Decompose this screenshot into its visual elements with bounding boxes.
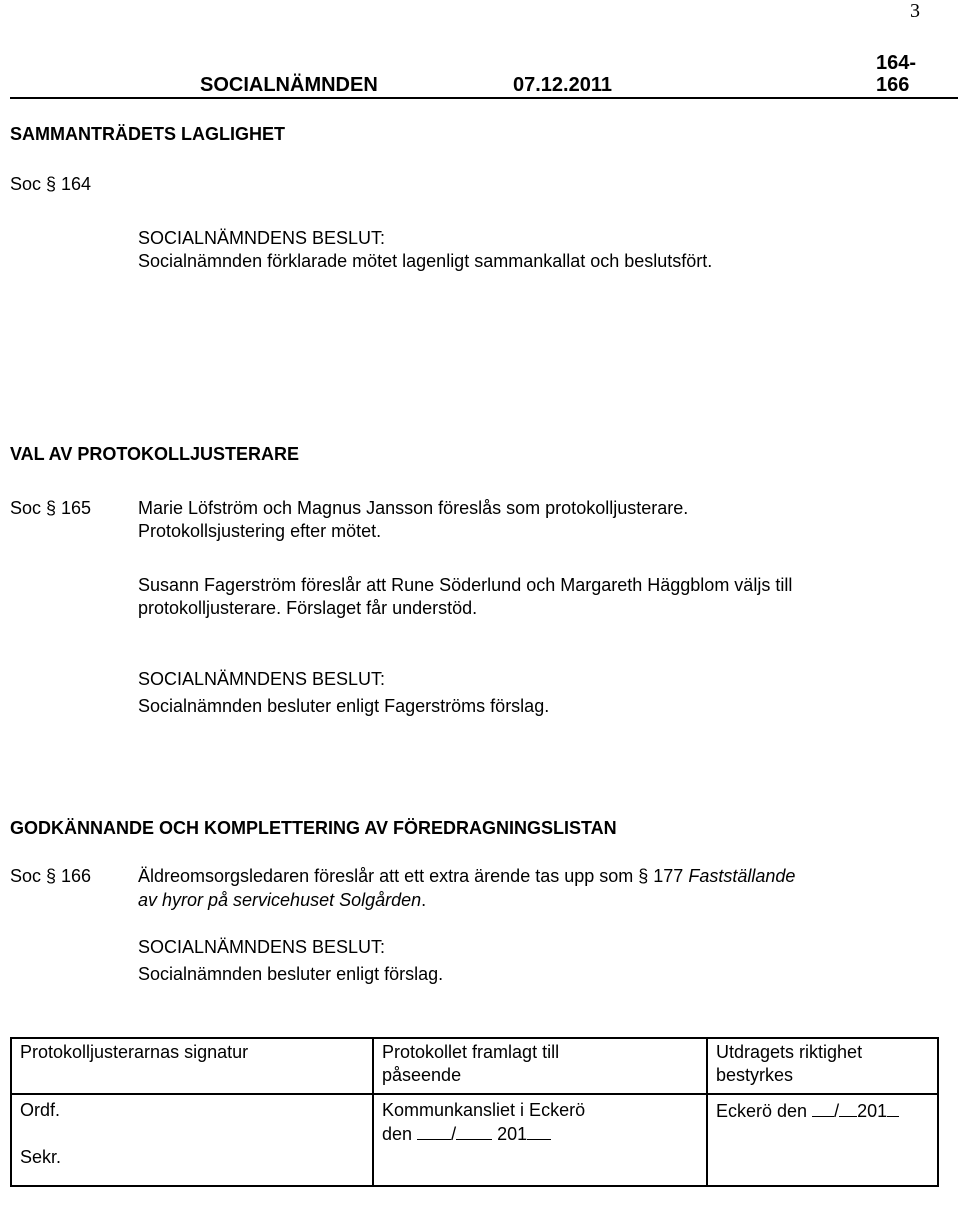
year-blank: [527, 1122, 551, 1140]
signature-gap: [20, 1122, 364, 1146]
section-ref-165: Soc § 165: [10, 498, 92, 518]
signature-header-adjusters: Protokolljusterarnas signatur: [20, 1042, 249, 1062]
paragraph-text: [138, 889, 426, 912]
signature-cell-posted-header: [373, 1038, 707, 1094]
certified-date-line: [716, 1099, 929, 1123]
month-blank: [839, 1099, 857, 1117]
paragraph-text-end: .: [421, 890, 427, 910]
signature-header-certified-2: bestyrkes: [716, 1065, 794, 1085]
date-slash: /: [834, 1101, 840, 1121]
day-blank: [417, 1122, 451, 1140]
section-heading-agenda: GODKÄNNANDE OCH KOMPLETTERING AV FÖREDRAGNINGSLISTAN: [10, 818, 617, 838]
decision-label: SOCIALNÄMNDENS BESLUT:: [138, 937, 386, 957]
committee-name: SOCIALNÄMNDEN: [200, 74, 378, 96]
paragraph-range-top: 164-: [876, 52, 917, 74]
year-prefix: 201: [497, 1124, 528, 1144]
year-blank: [887, 1099, 899, 1117]
signature-cell-certified: [707, 1094, 938, 1186]
page-number: 3: [910, 0, 920, 22]
paragraph-text: protokolljusterare. Förslaget får understöd.: [138, 598, 478, 618]
place-date-label: Eckerö den: [716, 1101, 808, 1121]
signature-header-posted-1: Protokollet framlagt till: [382, 1042, 560, 1062]
header-rule: [10, 97, 958, 99]
section-heading-legality: SAMMANTRÄDETS LAGLIGHET: [10, 124, 285, 144]
office-label: Kommunkansliet i Eckerö: [382, 1100, 586, 1120]
signature-cell-adjusters: [11, 1094, 373, 1186]
paragraph-text: [138, 865, 795, 888]
signature-cell-posted: [373, 1094, 707, 1186]
day-blank: [812, 1099, 834, 1117]
den-label: den: [382, 1124, 413, 1144]
paragraph-text: Marie Löfström och Magnus Jansson föreslås som protokolljusterare.: [138, 498, 689, 518]
signature-header-posted-2: påseende: [382, 1065, 462, 1085]
decision-label: SOCIALNÄMNDENS BESLUT:: [138, 228, 386, 248]
paragraph-text: Protokollsjustering efter mötet.: [138, 521, 382, 541]
paragraph-text-italic: av hyror på servicehuset Solgården: [138, 890, 422, 910]
paragraph-text: Susann Fagerström föreslår att Rune Söderlund och Margareth Häggblom väljs till: [138, 575, 793, 595]
signature-cell-certified-header: [707, 1038, 938, 1094]
date-slash: /: [451, 1124, 457, 1144]
section-heading-adjusters: VAL AV PROTOKOLLJUSTERARE: [10, 444, 300, 464]
decision-text: Socialnämnden besluter enligt förslag.: [138, 964, 444, 984]
paragraph-text-plain: Äldreomsorgsledaren föreslår att ett extra ärende tas upp som § 177: [138, 866, 684, 886]
decision-label: SOCIALNÄMNDENS BESLUT:: [138, 669, 386, 689]
paragraph-range-bottom: 166: [876, 74, 910, 96]
signature-cell-adjusters-header: [11, 1038, 373, 1094]
section-ref-164: Soc § 164: [10, 174, 92, 194]
decision-text: Socialnämnden förklarade mötet lagenligt sammankallat och beslutsfört.: [138, 251, 713, 271]
paragraph-text-italic: Fastställande: [688, 866, 796, 886]
signature-table: [10, 1037, 939, 1187]
signature-header-certified-1: Utdragets riktighet: [716, 1042, 863, 1062]
decision-text: Socialnämnden besluter enligt Fagerströms förslag.: [138, 696, 550, 716]
section-ref-166: Soc § 166: [10, 866, 92, 886]
chair-label: Ordf.: [20, 1100, 61, 1120]
posted-date-line: [382, 1122, 698, 1146]
year-prefix: 201: [857, 1101, 888, 1121]
meeting-date: 07.12.2011: [513, 74, 612, 96]
month-blank: [456, 1122, 492, 1140]
secretary-label: Sekr.: [20, 1147, 62, 1167]
